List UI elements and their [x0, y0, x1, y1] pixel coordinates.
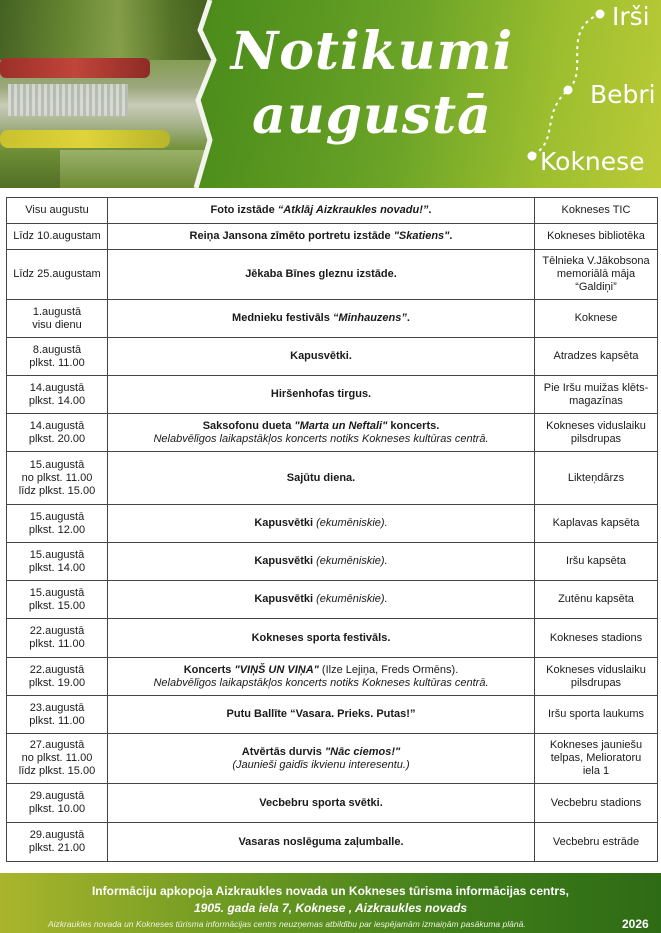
event-place: [535, 784, 658, 823]
event-title-part: .: [428, 204, 432, 216]
event-place-line: Kaplavas kapsēta: [552, 517, 640, 529]
event-date-line: 15.augustā: [29, 510, 85, 523]
event-date-line: plkst. 15.00: [28, 599, 86, 612]
event-date-line: 23.augustā: [29, 701, 85, 714]
event-note: (Jaunieši gaidīs ikvienu interesentu.): [232, 758, 410, 771]
event-date-line: 22.augustā: [29, 625, 85, 637]
event-description: [108, 376, 535, 414]
event-title-part: "Marta un Neftali": [294, 419, 388, 432]
event-description: [108, 734, 535, 784]
event-date-line: 14.augustā: [29, 381, 85, 394]
event-title-part: Vasaras noslēguma zaļumballe.: [238, 835, 404, 848]
event-place-line: Kokneses jauniešu: [549, 739, 643, 751]
event-date: [7, 452, 108, 505]
event-date-line: Visu augustu: [25, 204, 89, 216]
event-row: [7, 696, 658, 734]
event-date: [7, 696, 108, 734]
event-description: [108, 784, 535, 823]
event-date-line: no plkst. 11.00: [21, 752, 93, 764]
event-description: [108, 452, 535, 505]
event-description: [108, 250, 535, 300]
event-title: [111, 388, 531, 401]
event-place-line: memoriālā māja: [556, 268, 636, 280]
event-date: [7, 734, 108, 784]
event-row: [7, 658, 658, 696]
event-date: [7, 250, 108, 300]
event-date: [7, 224, 108, 250]
event-date-line: līdz plkst. 15.00: [18, 765, 96, 777]
event-title-part: Kapusvētki: [254, 517, 317, 529]
event-row: [7, 414, 658, 452]
event-date-line: plkst. 11.00: [29, 714, 85, 727]
event-description: [108, 581, 535, 619]
location-koknese: Koknese: [540, 147, 645, 176]
event-date: [7, 581, 108, 619]
event-place-line: Kokneses viduslaiku: [546, 663, 646, 676]
event-date-line: 29.augustā: [29, 790, 85, 802]
event-title-part: Atvērtās durvis: [241, 745, 325, 758]
event-date-line: no plkst. 11.00: [21, 471, 93, 484]
event-date-line: plkst. 19.00: [28, 676, 86, 689]
footer-year: 2026: [622, 917, 649, 931]
event-date-line: 14.augustā: [29, 419, 85, 432]
event-title-part: Mednieku festivāls: [232, 312, 333, 324]
event-description: [108, 823, 535, 862]
event-title: [111, 517, 531, 530]
event-title-part: Putu Ballīte “Vasara. Prieks. Putas!”: [226, 708, 416, 720]
park-fountain-photo: [0, 0, 215, 188]
event-place: [535, 658, 658, 696]
event-row: [7, 224, 658, 250]
event-date-line: plkst. 21.00: [28, 842, 86, 854]
footer-disclaimer: Aizkraukles novada un Kokneses tūrisma informācijas centrs neuzņemas atbildību par iespējamām izmaiņām pasākuma plānā.: [48, 919, 526, 929]
event-title-part: koncerts.: [387, 419, 440, 432]
event-title: [111, 268, 531, 281]
event-date-line: 1.augustā: [32, 305, 82, 318]
event-date: [7, 505, 108, 543]
event-date-line: līdz plkst. 15.00: [18, 484, 96, 497]
event-title-part: (ekumēniskie).: [316, 555, 388, 567]
event-description: [108, 300, 535, 338]
event-title: [111, 230, 531, 243]
event-title-part: Foto izstāde: [210, 204, 278, 216]
event-place: [535, 696, 658, 734]
event-title: [111, 797, 531, 810]
event-row: [7, 581, 658, 619]
event-place: [535, 224, 658, 250]
event-place-line: magazīnas: [569, 394, 623, 407]
event-row: [7, 376, 658, 414]
event-title-part: (ekumēniskie).: [316, 593, 388, 605]
event-row: [7, 784, 658, 823]
event-title-part: "Skatiens": [393, 230, 450, 242]
event-place: [535, 414, 658, 452]
event-note: Nelabvēlīgos laikapstākļos koncerts notiks Kokneses kultūras centrā.: [153, 676, 489, 689]
event-title-part: "Nāc ciemos!": [324, 745, 401, 758]
event-title: [111, 555, 531, 568]
event-date: [7, 823, 108, 862]
event-place-line: iela 1: [582, 765, 610, 777]
event-date-line: 29.augustā: [29, 829, 85, 841]
event-place-line: Tēlnieka V.Jākobsona: [542, 255, 650, 267]
event-date-line: plkst. 12.00: [28, 523, 86, 536]
event-place-line: Koknese: [574, 312, 618, 324]
event-title: [111, 472, 531, 485]
event-date-line: visu dienu: [32, 318, 82, 331]
event-title-part: .: [449, 230, 453, 242]
location-bebri: Bebri: [590, 80, 656, 109]
event-date: [7, 338, 108, 376]
footer: [0, 873, 661, 933]
event-row: [7, 619, 658, 658]
event-date-line: plkst. 11.00: [29, 638, 85, 650]
event-title-part: “Minhauzens”: [332, 312, 407, 324]
title-line-1: Notikumi: [230, 21, 514, 82]
event-place: [535, 452, 658, 505]
event-date-line: 15.augustā: [29, 458, 85, 471]
event-title: [111, 836, 531, 849]
event-date: [7, 300, 108, 338]
event-date: [7, 414, 108, 452]
event-title-part: Kapusvētki.: [290, 350, 352, 362]
event-title: [111, 632, 531, 645]
event-title-part: Vecbebru sporta svētki.: [259, 796, 383, 809]
header-banner: [0, 0, 661, 188]
event-place: [535, 823, 658, 862]
event-date: [7, 658, 108, 696]
event-place-line: Kokneses TIC: [561, 204, 631, 216]
event-description: [108, 505, 535, 543]
event-date-line: plkst. 11.00: [29, 356, 85, 369]
event-row: [7, 823, 658, 862]
event-place-line: Iršu kapsēta: [566, 555, 626, 567]
event-title-part: (Ilze Lejiņa, Freds Ormēns).: [318, 663, 459, 676]
event-place: [535, 250, 658, 300]
event-date-line: plkst. 20.00: [28, 432, 86, 445]
event-place-line: telpas, Melioratoru: [550, 752, 642, 764]
event-place: [535, 300, 658, 338]
event-title: [111, 708, 531, 721]
event-place-line: Vecbebru estrāde: [552, 835, 640, 848]
event-date: [7, 784, 108, 823]
event-place-line: pilsdrupas: [570, 676, 622, 689]
event-title: [111, 312, 531, 325]
event-title: [111, 420, 531, 433]
event-title: [111, 350, 531, 363]
event-note: Nelabvēlīgos laikapstākļos koncerts notiks Kokneses kultūras centrā.: [153, 432, 489, 445]
event-place-line: pilsdrupas: [570, 432, 622, 445]
event-title-part: Sajūtu diena.: [286, 471, 356, 484]
event-date-line: plkst. 10.00: [28, 803, 86, 815]
location-irsi: Irši: [612, 2, 650, 31]
event-place: [535, 619, 658, 658]
event-title-part: Saksofonu dueta: [202, 419, 295, 432]
event-place-line: Zutēnu kapsēta: [558, 593, 634, 605]
event-description: [108, 338, 535, 376]
event-row: [7, 452, 658, 505]
event-title-part: Kapusvētki: [254, 555, 317, 567]
event-place-line: Kokneses stadions: [549, 631, 643, 644]
event-place-line: Vecbebru stadions: [550, 796, 642, 809]
title-line-2: augustā: [252, 85, 492, 146]
event-row: [7, 250, 658, 300]
event-date: [7, 198, 108, 224]
event-row: [7, 300, 658, 338]
event-title-part: Koncerts: [183, 663, 235, 676]
events-table: [6, 197, 658, 862]
event-place-line: “Galdiņi”: [575, 281, 617, 293]
event-row: [7, 338, 658, 376]
page-title: [222, 20, 522, 148]
event-title: [111, 204, 531, 217]
event-place-line: Iršu sporta laukums: [548, 708, 644, 720]
event-description: [108, 414, 535, 452]
event-place: [535, 198, 658, 224]
event-title-part: Reiņa Jansona zīmēto portretu izstāde: [189, 230, 394, 242]
event-date-line: 22.augustā: [29, 663, 85, 676]
event-date-line: plkst. 14.00: [28, 561, 86, 574]
event-date: [7, 543, 108, 581]
event-title: [111, 593, 531, 606]
event-date-line: Līdz 10.augustam: [13, 230, 101, 242]
event-place-line: Pie Iršu muižas klēts-: [543, 381, 649, 394]
event-title-part: Hiršenhofas tirgus.: [270, 388, 372, 400]
event-place: [535, 581, 658, 619]
event-row: [7, 505, 658, 543]
event-row: [7, 543, 658, 581]
event-description: [108, 658, 535, 696]
event-row: [7, 198, 658, 224]
event-place-line: Kokneses bibliotēka: [547, 230, 645, 242]
event-date-line: plkst. 14.00: [28, 394, 86, 407]
event-title-part: (ekumēniskie).: [316, 517, 388, 529]
event-place: [535, 338, 658, 376]
event-title-part: .: [406, 312, 410, 324]
event-title-part: "VIŅŠ UN VIŅA": [234, 663, 319, 676]
event-row: [7, 734, 658, 784]
event-date-line: 15.augustā: [29, 548, 85, 561]
event-place-line: Kokneses viduslaiku: [546, 419, 646, 432]
footer-address: 1905. gada iela 7, Koknese , Aizkraukles novads: [193, 901, 468, 915]
event-description: [108, 619, 535, 658]
event-place: [535, 734, 658, 784]
event-title: [111, 664, 531, 677]
event-title-part: Kokneses sporta festivāls.: [251, 631, 391, 644]
event-place-line: Atradzes kapsēta: [553, 350, 639, 362]
event-date: [7, 376, 108, 414]
event-title: [111, 746, 531, 759]
event-description: [108, 696, 535, 734]
event-title-part: “Atklāj Aizkraukles novadu!”: [277, 204, 429, 216]
event-title-part: Kapusvētki: [254, 593, 317, 605]
event-title-part: Jēkaba Bīnes gleznu izstāde.: [245, 268, 397, 280]
event-place: [535, 376, 658, 414]
event-place-line: Likteņdārzs: [567, 471, 625, 484]
event-description: [108, 543, 535, 581]
event-date-line: Līdz 25.augustam: [13, 268, 101, 280]
event-description: [108, 224, 535, 250]
event-date-line: 8.augustā: [32, 343, 82, 356]
event-date-line: 27.augustā: [29, 739, 85, 751]
event-place: [535, 543, 658, 581]
event-description: [108, 198, 535, 224]
footer-organizer: Informāciju apkopoja Aizkraukles novada un Kokneses tūrisma informācijas centrs,: [91, 884, 570, 898]
event-date-line: 15.augustā: [29, 586, 85, 599]
event-place: [535, 505, 658, 543]
event-date: [7, 619, 108, 658]
